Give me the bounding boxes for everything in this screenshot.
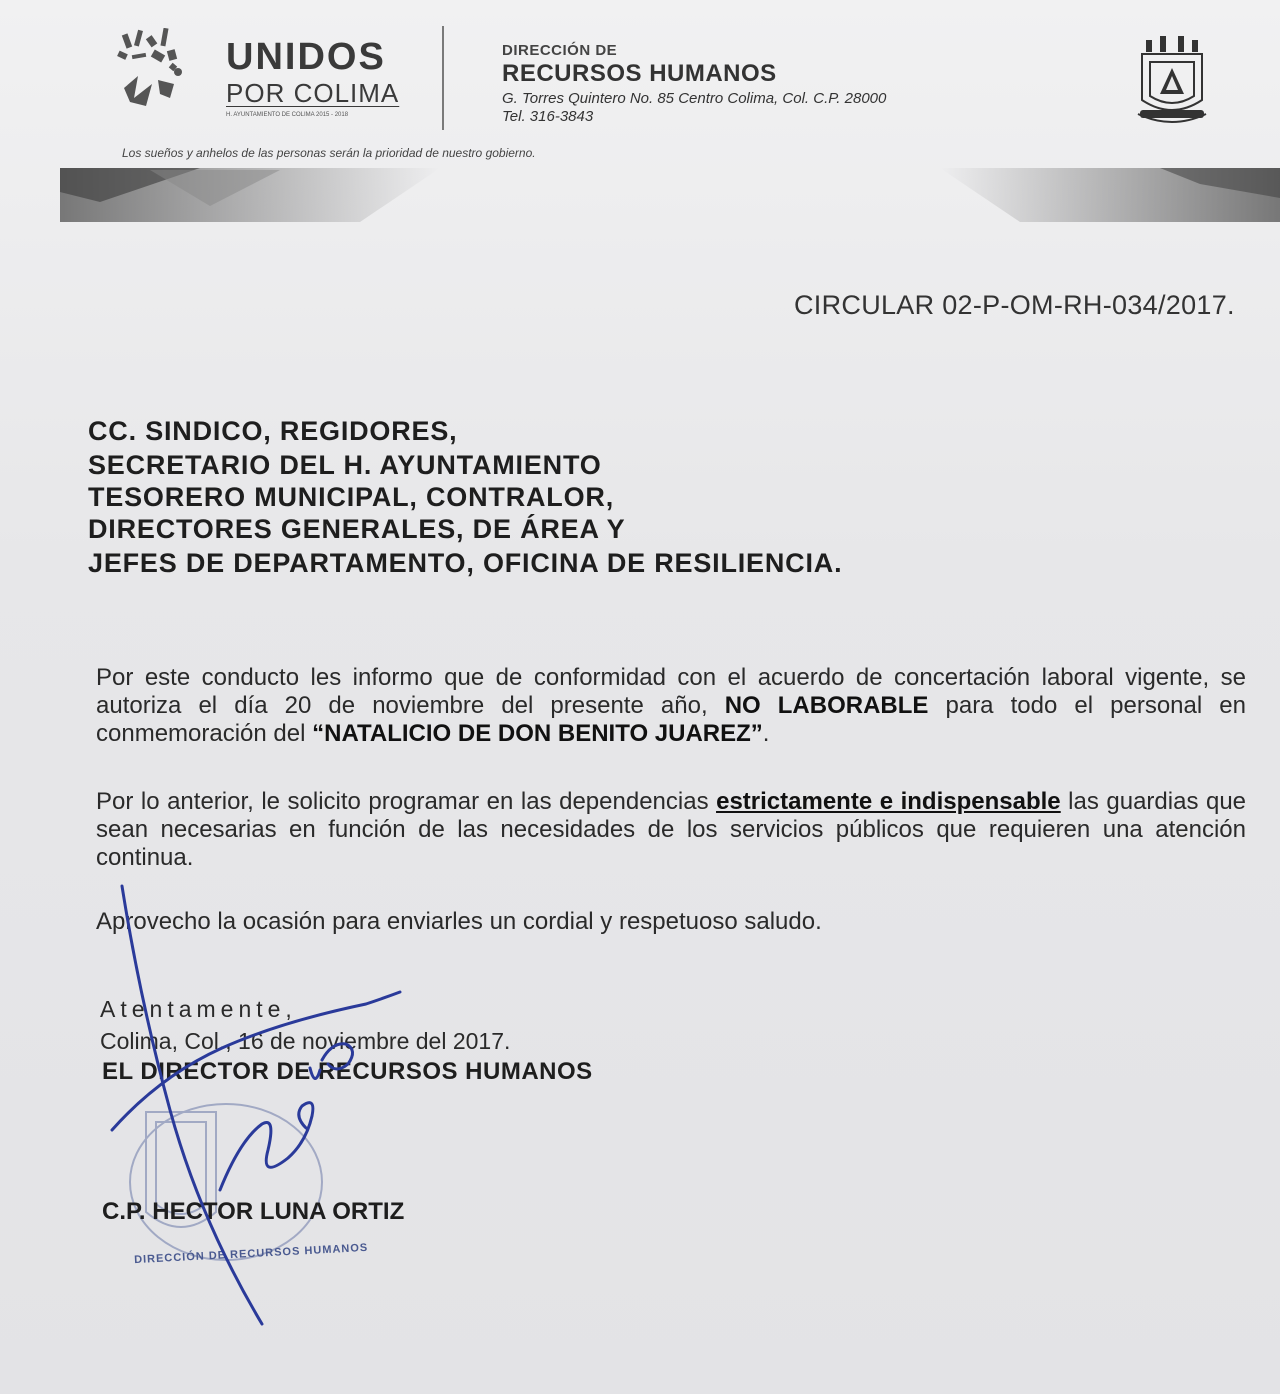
department-name: RECURSOS HUMANOS	[502, 60, 777, 87]
emphasis-strictly: estrictamente e indispensable	[716, 788, 1061, 815]
slogan: Los sueños y anhelos de las personas serán la prioridad de nuestro gobierno.	[122, 146, 536, 160]
header-decorative-band	[60, 162, 1280, 222]
paragraph-text: para todo el personal en conmemoración del	[96, 692, 1246, 747]
emphasis-no-laborable: NO LABORABLE	[724, 692, 929, 719]
colima-crest-icon	[1132, 34, 1212, 128]
department-address: G. Torres Quintero No. 85 Centro Colima, Col. C.P. 28000	[502, 90, 887, 107]
addressee-line: TESORERO MUNICIPAL, CONTRALOR,	[88, 482, 614, 512]
official-stamp-icon	[126, 1092, 326, 1262]
paragraph-text: Por este conducto les informo que de conformidad con el acuerdo de concertación laboral vigente, se autoriza el día 20 de noviembre del presente año,	[96, 664, 1246, 719]
department-phone: Tel. 316-3843	[502, 108, 594, 125]
circular-reference: CIRCULAR 02-P-OM-RH-034/2017.	[794, 290, 1235, 320]
paragraph-text: Por lo anterior, le solicito programar en las dependencias	[96, 788, 717, 815]
addressee-line: SECRETARIO DEL H. AYUNTAMIENTO	[88, 450, 602, 480]
unidos-logo-icon	[112, 28, 192, 128]
department-label: DIRECCIÓN DE	[502, 42, 618, 59]
closing-salutation: Atentamente,	[100, 996, 297, 1022]
emphasis-holiday-name: “NATALICIO DE DON BENITO JUAREZ”	[312, 720, 763, 747]
paragraph-text: las guardias que sean necesarias en función de las necesidades de los servicios públicos que requieren una atención continua.	[96, 788, 1247, 871]
place-date: Colima, Col., 16 de noviembre del 2017.	[100, 1028, 511, 1054]
addressee-line: JEFES DE DEPARTAMENTO, OFICINA DE RESILIENCIA.	[88, 548, 843, 578]
brand-name: UNIDOS	[226, 36, 386, 78]
director-title: EL DIRECTOR DE RECURSOS HUMANOS	[102, 1058, 593, 1085]
signer-name: C.P. HECTOR LUNA ORTIZ	[102, 1198, 405, 1225]
paragraph-announcement	[96, 664, 1246, 748]
addressee-line: DIRECTORES GENERALES, DE ÁREA Y	[88, 514, 626, 544]
brand-subtitle: POR COLIMA	[226, 78, 400, 108]
stamp-caption: DIRECCIÓN DE RECURSOS HUMANOS	[133, 1241, 369, 1267]
paragraph-request	[96, 788, 1246, 872]
addressee-line: CC. SINDICO, REGIDORES,	[88, 416, 458, 446]
brand-caption: H. AYUNTAMIENTO DE COLIMA 2015 - 2018	[226, 112, 349, 118]
header-divider	[442, 26, 444, 130]
paragraph-greeting: Aprovecho la ocasión para enviarles un cordial y respetuoso saludo.	[96, 908, 822, 935]
paragraph-text: .	[762, 720, 770, 747]
